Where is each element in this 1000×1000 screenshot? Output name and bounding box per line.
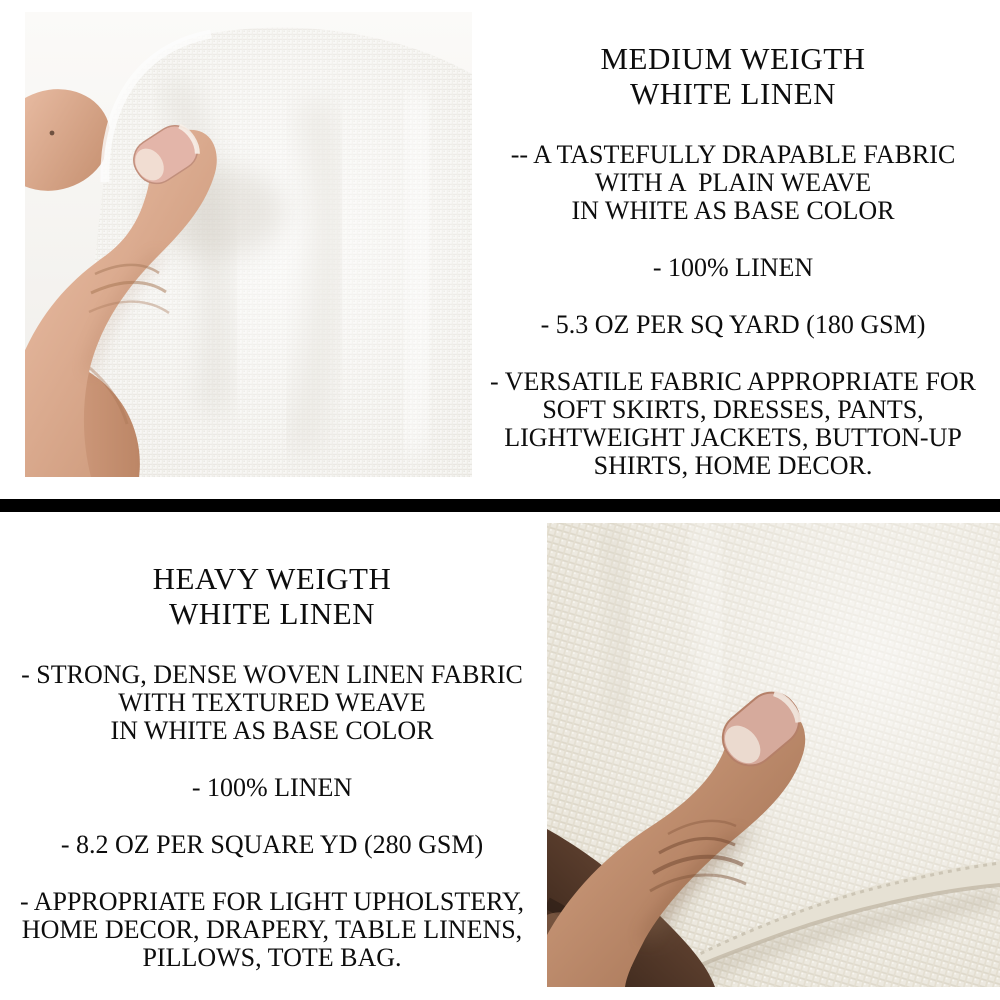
medium-feature-uses xyxy=(480,368,986,480)
heavy-feature-composition xyxy=(7,774,537,802)
text-line: SOFT SKIRTS, DRESSES, PANTS, xyxy=(542,395,924,424)
title-line: WHITE LINEN xyxy=(629,76,837,111)
heavy-linen-title xyxy=(7,561,537,631)
medium-feature-weave xyxy=(480,141,986,225)
text-line: - 100% LINEN xyxy=(191,773,353,802)
text-line: - STRONG, DENSE WOVEN LINEN FABRIC xyxy=(21,660,523,689)
heavy-linen-photo xyxy=(547,523,1000,987)
title-line: MEDIUM WEIGTH xyxy=(600,41,866,76)
medium-linen-title xyxy=(480,41,986,111)
text-line: PILLOWS, TOTE BAG. xyxy=(142,943,402,972)
text-line: HOME DECOR, DRAPERY, TABLE LINENS, xyxy=(21,915,523,944)
title-line: HEAVY WEIGTH xyxy=(152,561,392,596)
text-line: - 8.2 OZ PER SQUARE YD (280 GSM) xyxy=(60,830,484,859)
medium-feature-weight xyxy=(480,311,986,339)
medium-feature-composition xyxy=(480,254,986,282)
text-line: - 5.3 OZ PER SQ YARD (180 GSM) xyxy=(540,310,926,339)
text-line: - VERSATILE FABRIC APPROPRIATE FOR xyxy=(490,367,976,396)
text-line: IN WHITE AS BASE COLOR xyxy=(110,716,434,745)
section-divider xyxy=(0,499,1000,512)
heavy-linen-description xyxy=(7,561,537,972)
title-line: WHITE LINEN xyxy=(168,596,376,631)
text-line: WITH A PLAIN WEAVE xyxy=(594,168,872,197)
heavy-feature-weave xyxy=(7,661,537,745)
text-line: - APPROPRIATE FOR LIGHT UPHOLSTERY, xyxy=(20,887,524,916)
text-line: -- A TASTEFULLY DRAPABLE FABRIC xyxy=(510,140,956,169)
medium-linen-photo xyxy=(25,12,472,477)
heavy-feature-uses xyxy=(7,888,537,972)
text-line: WITH TEXTURED WEAVE xyxy=(118,688,426,717)
medium-linen-description xyxy=(480,41,986,480)
text-line: LIGHTWEIGHT JACKETS, BUTTON-UP xyxy=(504,423,962,452)
heavy-feature-weight xyxy=(7,831,537,859)
text-line: SHIRTS, HOME DECOR. xyxy=(593,451,873,480)
text-line: - 100% LINEN xyxy=(652,253,814,282)
text-line: IN WHITE AS BASE COLOR xyxy=(571,196,895,225)
